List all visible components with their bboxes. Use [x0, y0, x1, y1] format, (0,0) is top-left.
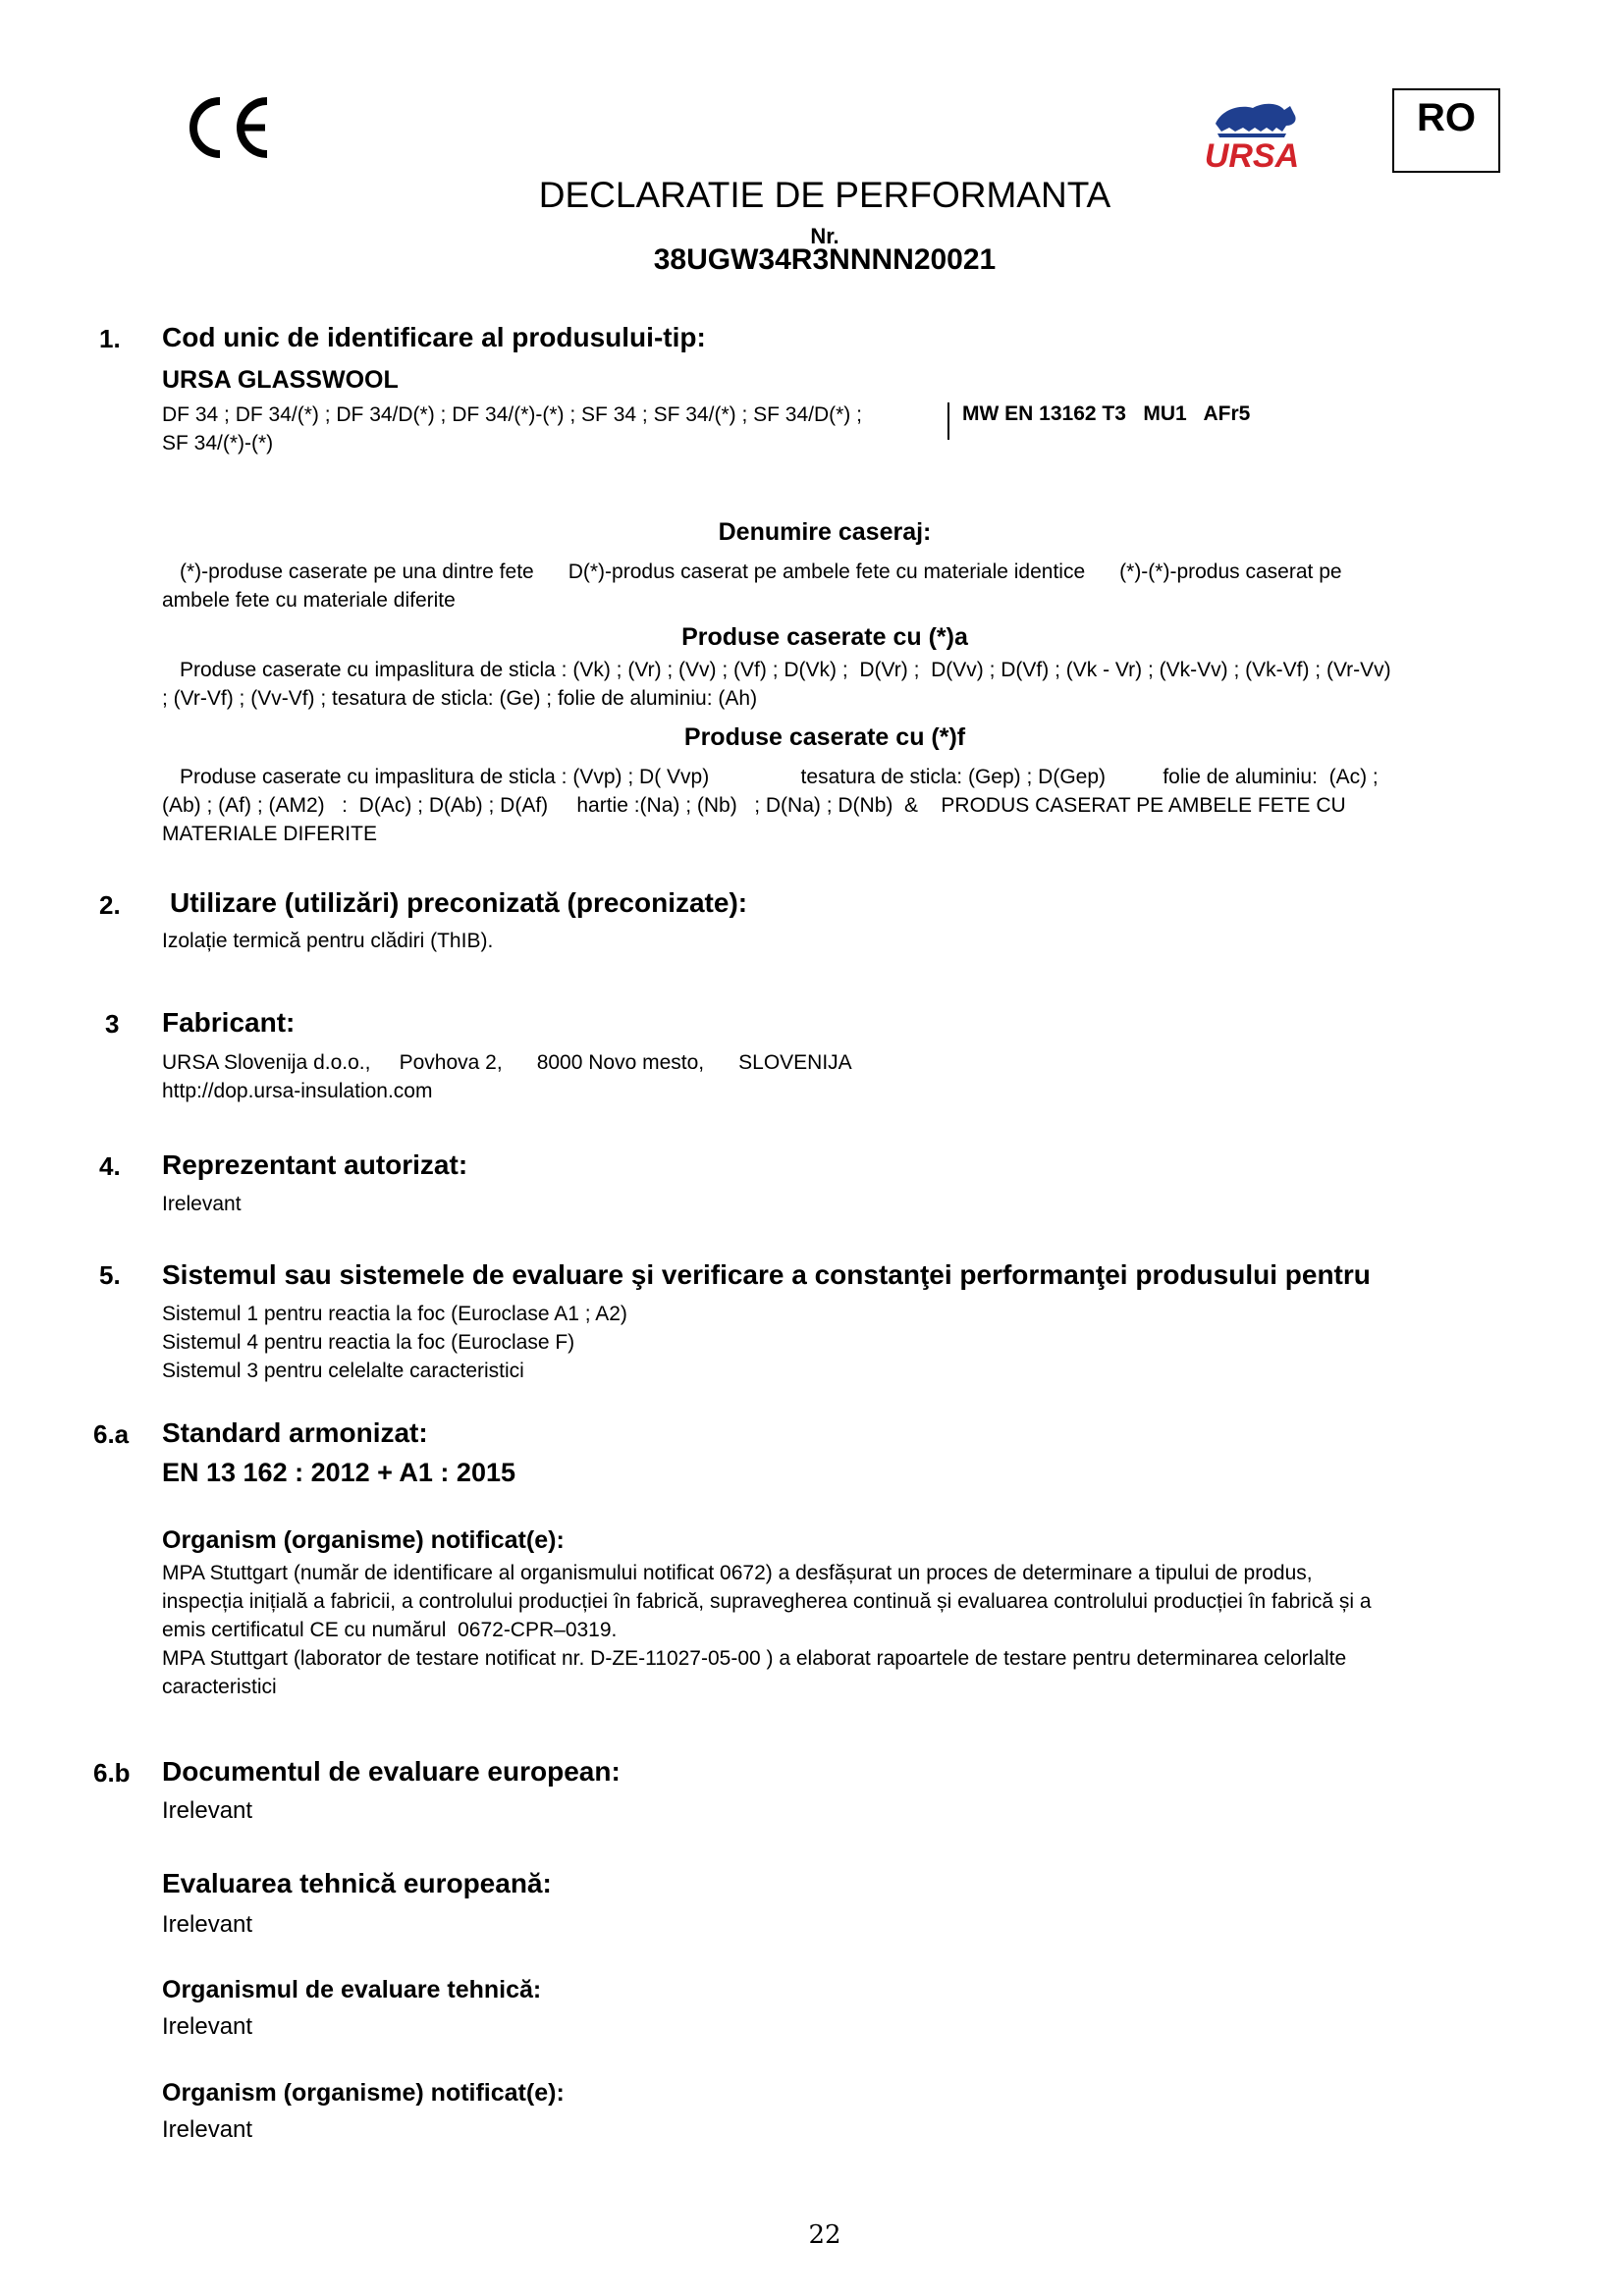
denumire-heading: Denumire caseraj: — [718, 518, 932, 546]
product-types-line-1: DF 34 ; DF 34/(*) ; DF 34/D(*) ; DF 34/(*)-(*) ; SF 34 ; SF 34/(*) ; SF 34/D(*) ; — [162, 403, 862, 426]
notified-body-heading: Organism (organisme) notificat(e): — [162, 1526, 565, 1554]
number-label: Nr. — [810, 224, 839, 248]
denumire-line-2: ambele fete cu materiale diferite — [162, 589, 456, 612]
intended-use: Izolație termică pentru clădiri (ThIB). — [162, 930, 494, 952]
notified-body-6b-value: Irelevant — [162, 2116, 253, 2143]
svg-text:URSA: URSA — [1204, 137, 1300, 173]
system-line-1: Sistemul 1 pentru reactia la foc (Euroclase A1 ; A2) — [162, 1303, 627, 1325]
section-6b-number: 6.b — [93, 1758, 131, 1788]
caserate-f-line-3: MATERIALE DIFERITE — [162, 823, 377, 845]
system-line-2: Sistemul 4 pentru reactia la foc (Euroclase F) — [162, 1331, 575, 1354]
notified-body-line-5: caracteristici — [162, 1676, 277, 1698]
notified-body-line-1: MPA Stuttgart (număr de identificare al organismului notificat 0672) a desfășurat un proces de determinare a tipului de produs, — [162, 1562, 1313, 1584]
tab-heading: Organismul de evaluare tehnică: — [162, 1976, 542, 2003]
caserate-a-line-1: Produse caserate cu impaslitura de sticla : (Vk) ; (Vr) ; (Vv) ; (Vf) ; D(Vk) ; D(Vr) ; D(Vv) ; D(Vf) ; (Vk - Vr) ; (Vk-Vv) ; (Vk-Vf) ; (Vr-Vv) — [180, 659, 1391, 681]
ead-value: Irelevant — [162, 1797, 253, 1824]
notified-body-line-4: MPA Stuttgart (laborator de testare notificat nr. D-ZE-11027-05-00 ) a elaborat rapoartele de testare pentru determinarea celorlalte — [162, 1647, 1347, 1670]
section-2-number: 2. — [99, 890, 121, 920]
authorized-representative: Irelevant — [162, 1193, 242, 1215]
notified-body-line-2: inspecția inițială a fabricii, a controlului producției în fabrică, supravegherea continuă și evaluarea controlului producției în fabrică și a — [162, 1590, 1372, 1613]
section-6a-heading: Standard armonizat: — [162, 1417, 428, 1448]
system-line-3: Sistemul 3 pentru celelalte caracteristici — [162, 1360, 524, 1382]
section-6b-heading: Documentul de evaluare european: — [162, 1756, 621, 1787]
declaration-code: 38UGW34R3NNNN20021 — [653, 243, 997, 276]
language-badge: RO — [1392, 88, 1500, 173]
product-types-line-2: SF 34/(*)-(*) — [162, 432, 274, 454]
caserate-f-line-2: (Ab) ; (Af) ; (AM2) : D(Ac) ; D(Ab) ; D(Af) hartie :(Na) ; (Nb) ; D(Na) ; D(Nb) & PRODUS CASERAT PE AMBELE FETE CU — [162, 794, 1346, 817]
caserate-a-heading: Produse caserate cu (*)a — [681, 623, 968, 651]
manufacturer-address: URSA Slovenija d.o.o., Povhova 2, 8000 Novo mesto, SLOVENIJA — [162, 1051, 852, 1074]
caserate-a-line-2: ; (Vr-Vf) ; (Vv-Vf) ; tesatura de sticla: (Ge) ; folie de aluminiu: (Ah) — [162, 687, 758, 710]
manufacturer-url[interactable]: http://dop.ursa-insulation.com — [162, 1080, 433, 1102]
ursa-logo — [1188, 94, 1316, 173]
section-4-number: 4. — [99, 1151, 121, 1181]
eta-value: Irelevant — [162, 1911, 253, 1938]
product-designation: MW EN 13162 T3 MU1 AFr5 — [962, 402, 1251, 425]
section-5-number: 5. — [99, 1260, 121, 1290]
denumire-line-1: (*)-produse caserate pe una dintre fete D(*)-produs caserat pe ambele fete cu materiale identice (*)-(*)-produs caserat pe — [180, 561, 1342, 583]
section-2-heading: Utilizare (utilizări) preconizată (preconizate): — [170, 887, 748, 918]
section-5-heading: Sistemul sau sistemele de evaluare şi verificare a constanţei performanţei produsului pentru — [162, 1259, 1371, 1290]
notified-body-6b-heading: Organism (organisme) notificat(e): — [162, 2079, 565, 2107]
section-3-number: 3 — [105, 1009, 120, 1039]
section-3-heading: Fabricant: — [162, 1007, 296, 1038]
harmonized-standard: EN 13 162 : 2012 + A1 : 2015 — [162, 1458, 515, 1487]
section-4-heading: Reprezentant autorizat: — [162, 1149, 468, 1180]
document-title: DECLARATIE DE PERFORMANTA — [538, 175, 1111, 215]
section-6a-number: 6.a — [93, 1419, 130, 1449]
section-1-heading: Cod unic de identificare al produsului-tip: — [162, 322, 706, 352]
caserate-f-heading: Produse caserate cu (*)f — [683, 723, 966, 751]
product-name: URSA GLASSWOOL — [162, 366, 399, 394]
notified-body-line-3: emis certificatul CE cu numărul 0672-CPR–0319. — [162, 1619, 618, 1641]
ce-mark-icon — [183, 93, 273, 162]
eta-heading: Evaluarea tehnică europeană: — [162, 1868, 552, 1898]
tab-value: Irelevant — [162, 2013, 253, 2040]
section-1-number: 1. — [99, 324, 121, 353]
page-number: 22 — [808, 2220, 841, 2250]
divider — [947, 402, 949, 440]
caserate-f-line-1: Produse caserate cu impaslitura de sticla : (Vvp) ; D( Vvp) tesatura de sticla: (Gep) ; D(Gep) folie de aluminiu: (Ac) ; — [180, 766, 1379, 788]
